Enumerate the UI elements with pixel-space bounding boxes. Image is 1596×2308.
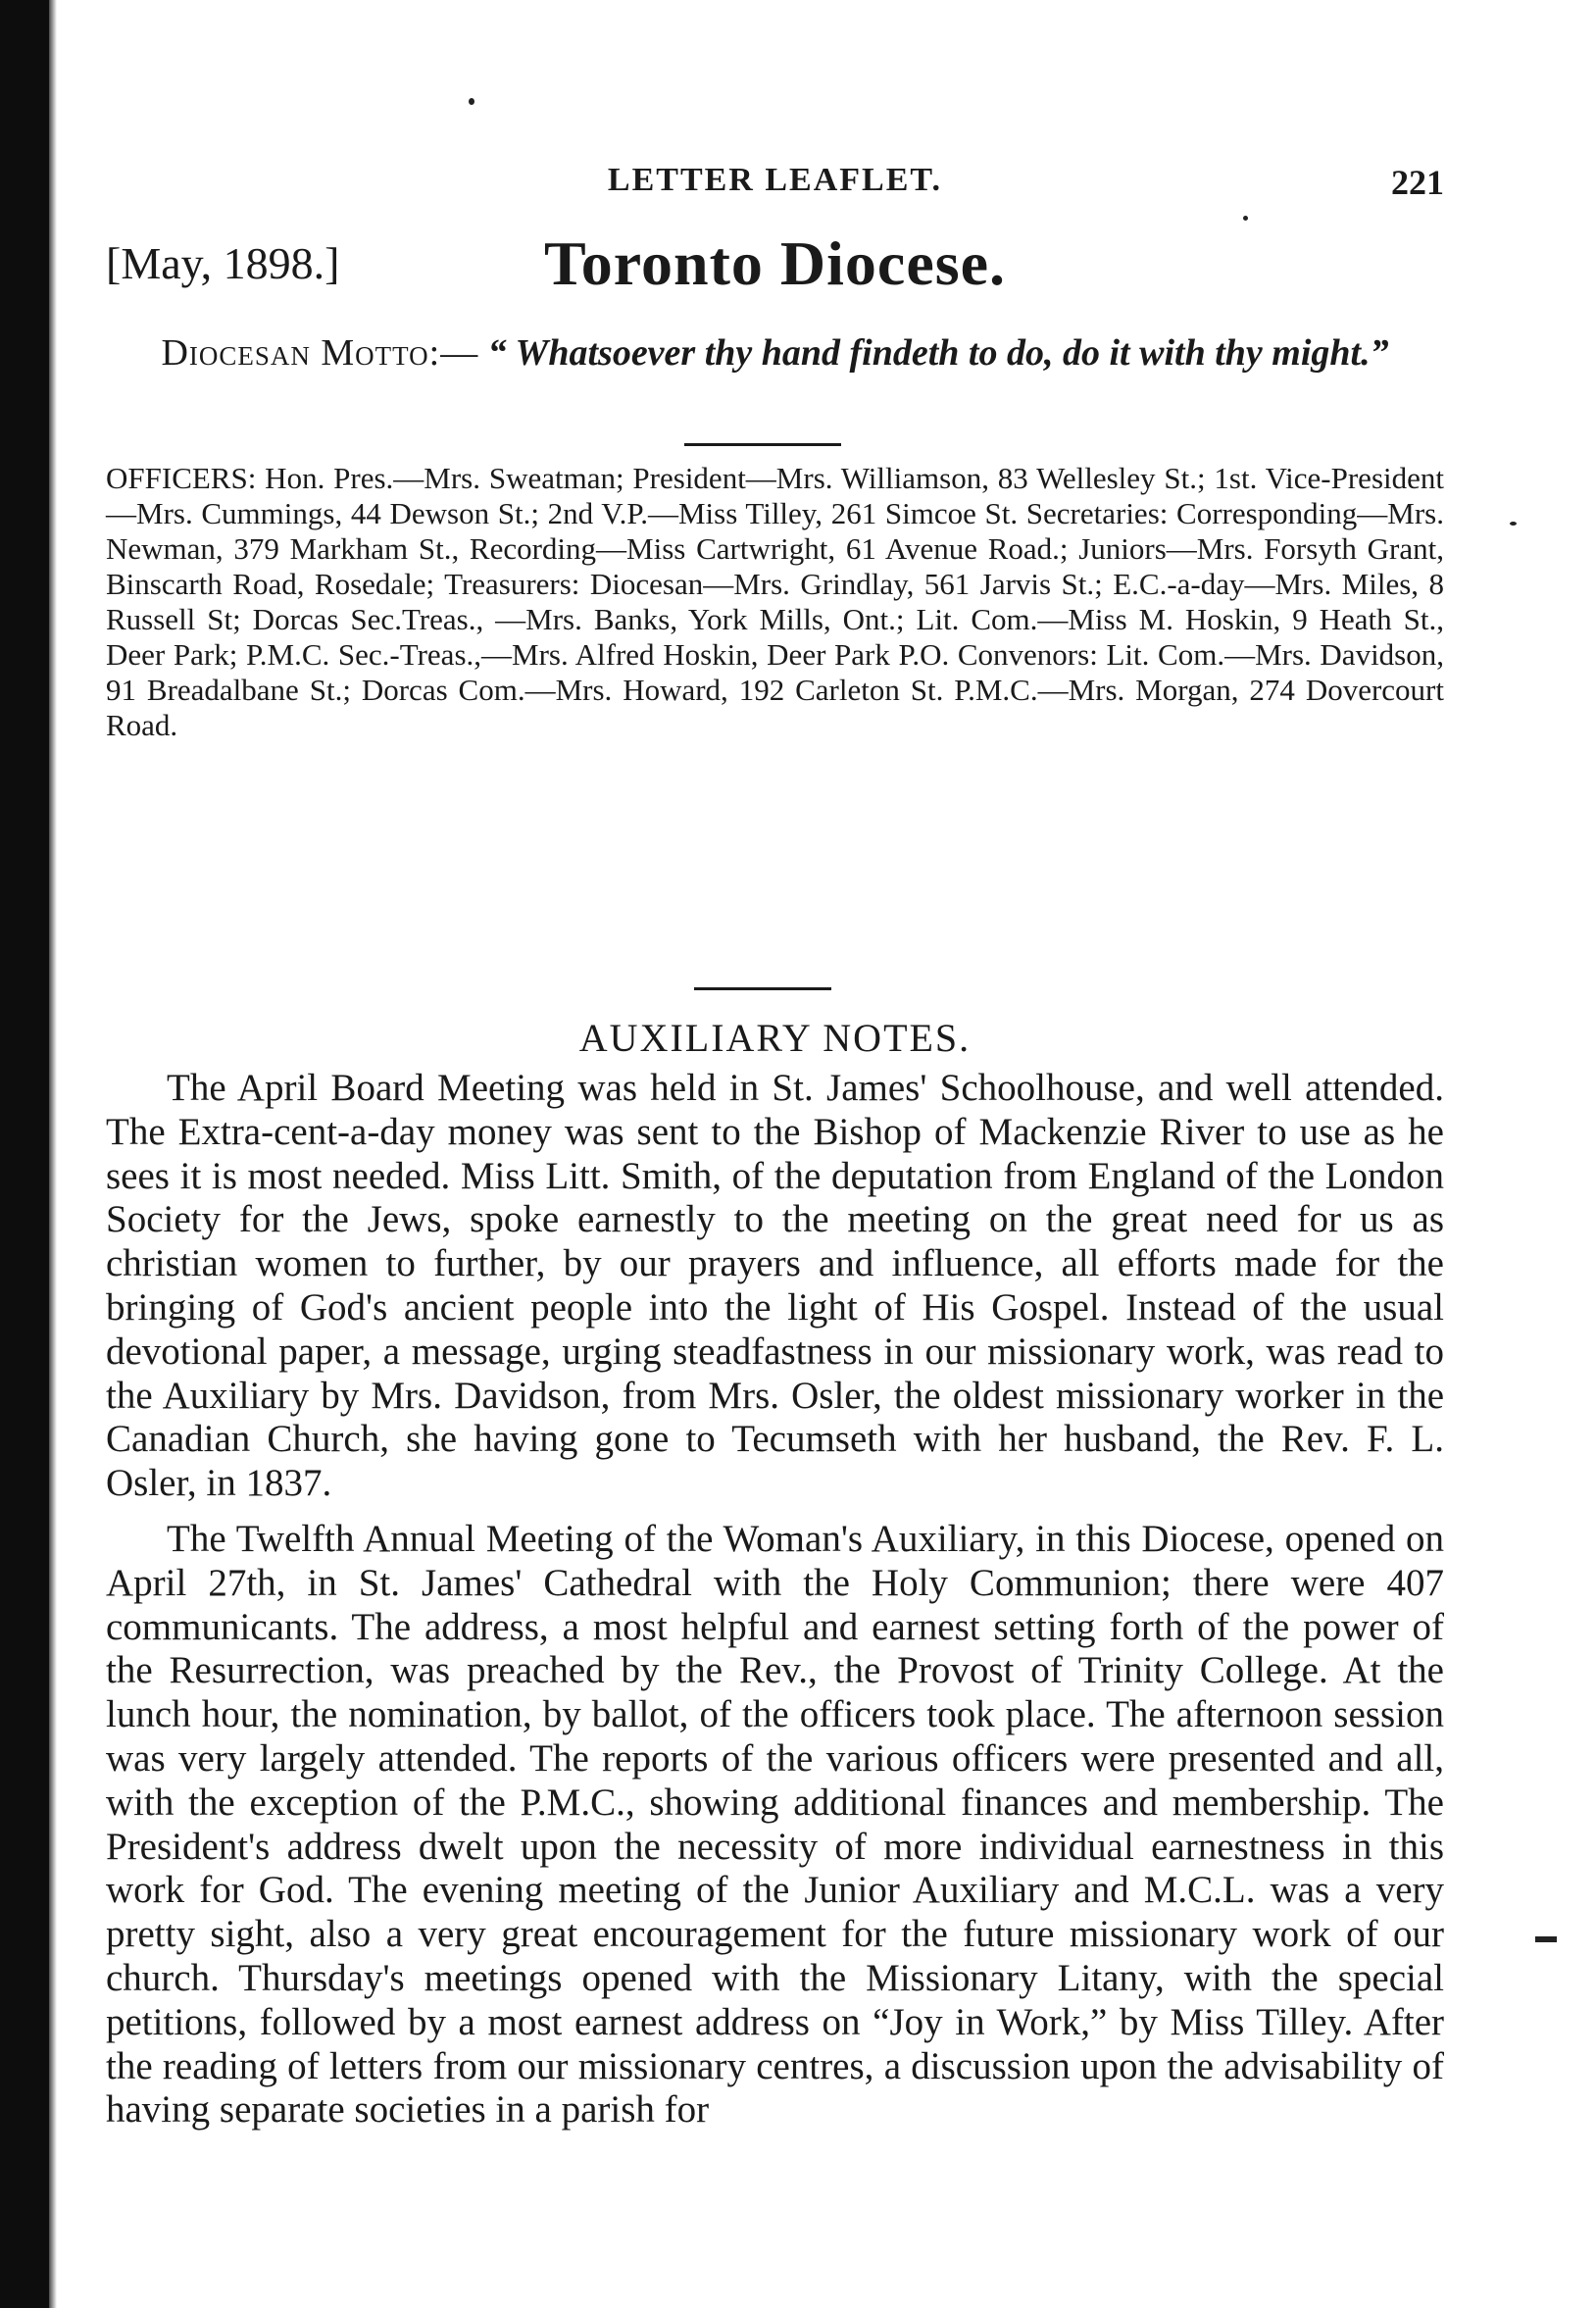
motto-label: Diocesan Motto:— xyxy=(161,332,479,374)
diocesan-motto xyxy=(106,329,1444,376)
scan-mark xyxy=(1535,1936,1557,1942)
motto-quote: “ Whatsoever thy hand findeth to do, do it with thy might.” xyxy=(487,332,1389,374)
section-divider xyxy=(684,443,841,446)
scan-speck xyxy=(1510,522,1517,526)
officers-list: OFFICERS: Hon. Pres.—Mrs. Sweatman; President—Mrs. Williamson, 83 Wellesley St.; 1st. Vice-President—Mrs. Cummings, 44 Dewson St.; 2nd V.P.—Miss Tilley, 261 Simcoe St. Secretaries: Corresponding—Mrs. Newman, 379 Markham St., Recording—Miss Cartwright, 61 Avenue Road.; Juniors—Mrs. Forsyth Grant, Binscarth Road, Rosedale; Treasurers: Diocesan—Mrs. Grindlay, 561 Jarvis St.; E.C.-a-day—Mrs. Miles, 8 Russell St; Dorcas Sec.Treas., —Mrs. Banks, York Mills, Ont.; Lit. Com.—Miss M. Hoskin, 9 Heath St., Deer Park; P.M.C. Sec.-Treas.,—Mrs. Alfred Hoskin, Deer Park P.O. Convenors: Lit. Com.—Mrs. Davidson, 91 Breadalbane St.; Dorcas Com.—Mrs. Howard, 192 Carleton St. P.M.C.—Mrs. Morgan, 274 Dovercourt Road. xyxy=(106,461,1444,742)
scan-speck xyxy=(1243,216,1248,221)
notes-paragraph: The April Board Meeting was held in St. James' Schoolhouse, and well attended. The Extra-cent-a-day money was sent to the Bishop of Mackenzie River to use as he sees it is most needed. Miss Litt. Smith, of the deputation from England of the London Society for the Jews, spoke earnestly to the meeting on the great need for us as christian women to further, by our prayers and influence, all efforts made for the bringing of God's ancient people into the light of His Gospel. Instead of the usual devotional paper, a message, urging steadfastness in our missionary work, was read to the Auxiliary by Mrs. Davidson, from Mrs. Osler, the oldest missionary worker in the Canadian Church, she having gone to Tecumseth with her husband, the Rev. F. L. Osler, in 1837. xyxy=(106,1067,1444,1505)
running-title: LETTER LEAFLET. xyxy=(607,162,943,198)
binding-edge xyxy=(0,0,49,2308)
scan-speck xyxy=(469,98,474,105)
notes-heading: AUXILIARY NOTES. xyxy=(578,1016,972,1060)
running-head xyxy=(106,162,1444,211)
notes-paragraph: The Twelfth Annual Meeting of the Woman's Auxiliary, in this Diocese, opened on April 27th, in St. James' Cathedral with the Holy Communion; there were 407 communicants. The address, a most helpful and earnest setting forth of the power of the Resurrection, was preached by the Rev., the Provost of Trinity College. At the lunch hour, the nomination, by ballot, of the officers took place. The afternoon session was very largely attended. The reports of the various officers were presented and all, with the exception of the P.M.C., showing additional finances and membership. The President's address dwelt upon the necessity of more individual earnestness in this work for God. The evening meeting of the Junior Auxiliary and M.C.L. was a very pretty sight, also a very great encouragement for the future missionary work of our church. Thursday's meetings opened with the Missionary Litany, with the special petitions, followed by a most earnest address on “Joy in Work,” by Miss Tilley. After the reading of letters from our missionary centres, a discussion upon the advisability of having separate societies in a parish for xyxy=(106,1517,1444,2132)
issue-date: [May, 1898.] xyxy=(106,238,340,288)
page-number: 221 xyxy=(1391,163,1444,202)
section-divider xyxy=(694,987,831,990)
diocese-title: Toronto Diocese. xyxy=(543,228,1007,298)
auxiliary-notes xyxy=(106,1067,1444,2144)
binding-shadow xyxy=(49,0,57,2308)
